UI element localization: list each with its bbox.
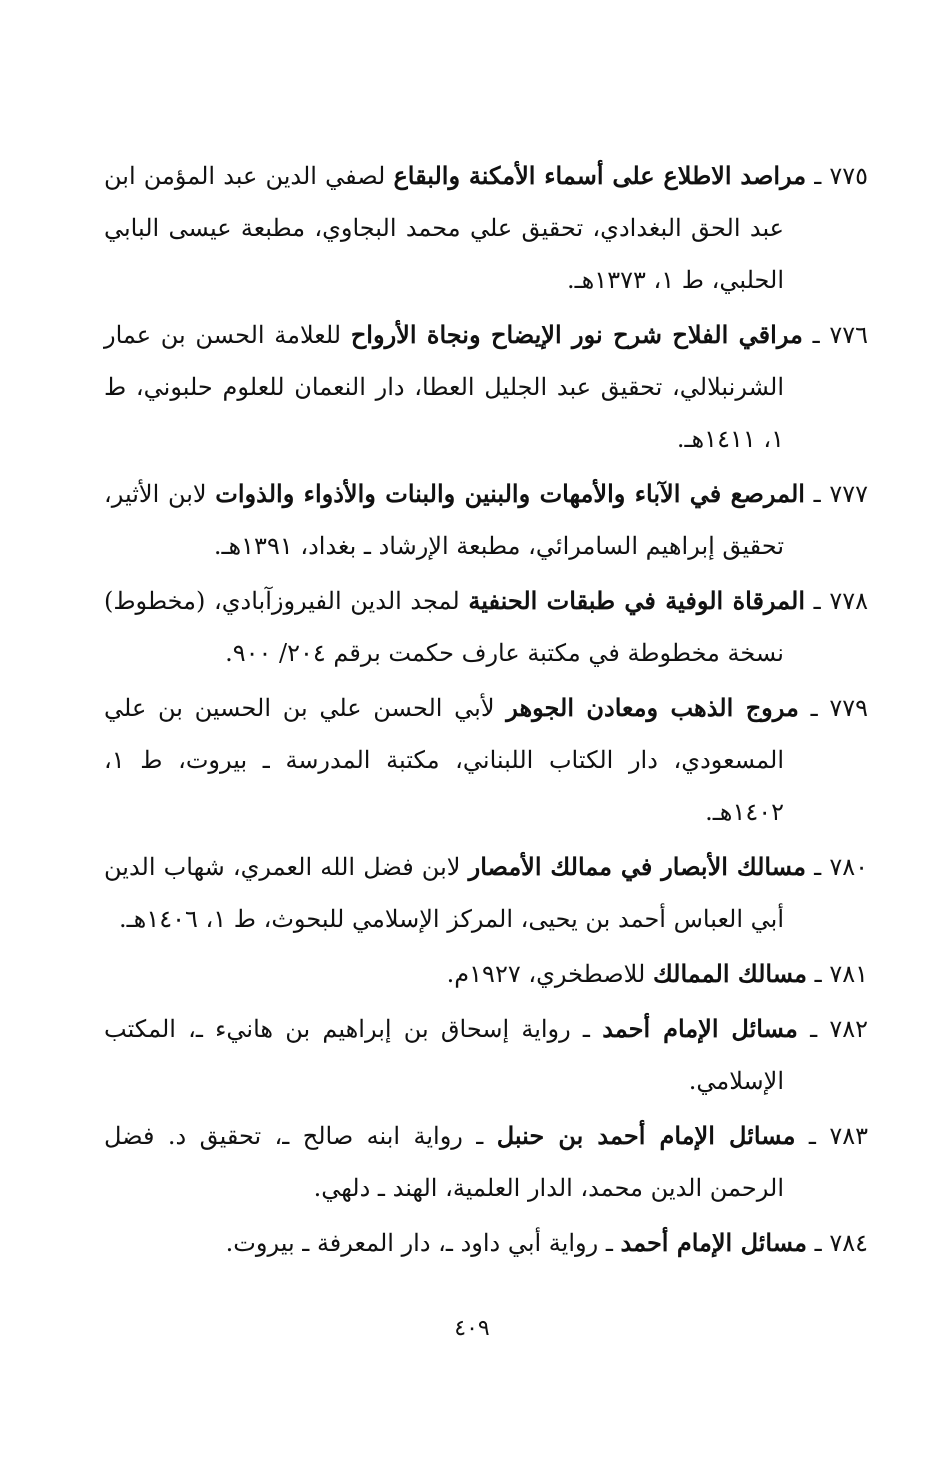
entry-number: ٧٧٦ ـ [812, 321, 868, 349]
page-number: ٤٠٩ [454, 1316, 490, 1341]
entry-details: لابن فضل الله العمري، شهاب الدين أبي العباس أحمد بن يحيى، المركز الإسلامي للبحوث، ط ١، ١٤٠٦هـ. [104, 853, 784, 933]
entry-number: ٧٨٤ ـ [814, 1229, 868, 1257]
bibliography-entry-780 [104, 841, 868, 945]
entry-details: لصفي الدين عبد المؤمن ابن عبد الحق البغدادي، تحقيق علي محمد البجاوي، مطبعة عيسى البابي الحلبي، ط ١، ١٣٧٣هـ. [104, 162, 784, 294]
entry-number: ٧٨١ ـ [814, 960, 868, 988]
entry-number: ٧٧٥ ـ [814, 162, 869, 190]
entry-title: المرقاة الوفية في طبقات الحنفية [468, 586, 806, 615]
bibliography-entry-778 [104, 575, 868, 679]
bibliography-entry-782 [104, 1003, 868, 1107]
entry-title: مسائل الإمام أحمد [602, 1014, 798, 1043]
bibliography-entry-776 [104, 309, 868, 465]
bibliography-entry-781 [104, 948, 868, 1000]
entry-details: للعلامة الحسن بن عمار الشرنبلالي، تحقيق عبد الجليل العطا، دار النعمان للعلوم حلبوني، ط ١، ١٤١١هـ. [104, 321, 784, 453]
entry-number: ٧٧٩ ـ [810, 694, 868, 722]
entry-number: ٧٧٧ ـ [813, 480, 869, 508]
bibliography-entry-784 [104, 1217, 868, 1269]
entry-title: مسالك الممالك [652, 959, 808, 988]
entry-title: مسائل الإمام أحمد بن حنبل [496, 1121, 796, 1150]
entry-title: مراصد الاطلاع على أسماء الأمكنة والبقاع [393, 161, 807, 190]
entry-title: المرصع في الآباء والأمهات والبنين والبنات والأذواء والذوات [215, 479, 805, 508]
entry-number: ٧٧٨ ـ [813, 587, 869, 615]
entry-details: ـ رواية أبي داود ـ، دار المعرفة ـ بيروت. [225, 1229, 613, 1257]
bibliography-entry-783 [104, 1110, 868, 1214]
bibliography-entry-777 [104, 468, 868, 572]
entry-number: ٧٨٠ ـ [814, 853, 868, 881]
bibliography-entry-779 [104, 682, 868, 838]
entry-details: لأبي الحسن علي بن الحسين بن علي المسعودي، دار الكتاب اللبناني، مكتبة المدرسة ـ بيروت، ط ١، ١٤٠٢هـ. [104, 694, 784, 826]
entry-details: ـ رواية إسحاق بن إبراهيم بن هانيء ـ، المكتب الإسلامي. [104, 1015, 784, 1095]
entry-title: مسائل الإمام أحمد [620, 1228, 808, 1257]
entry-number: ٧٨٢ ـ [810, 1015, 868, 1043]
bibliography-entry-775 [104, 150, 868, 306]
entry-details: لابن الأثير، تحقيق إبراهيم السامرائي، مطبعة الإرشاد ـ بغداد، ١٣٩١هـ. [104, 480, 784, 560]
entry-title: مراقي الفلاح شرح نور الإيضاح ونجاة الأرواح [350, 320, 803, 349]
entry-details: للاصطخري، ١٩٢٧م. [446, 960, 646, 988]
entry-details: لمجد الدين الفيروزآبادي، (مخطوط) نسخة مخطوطة في مكتبة عارف حكمت برقم ٢٠٤/ ٩٠٠. [104, 587, 784, 667]
entry-title: مروج الذهب ومعادن الجوهر [506, 693, 799, 722]
bibliography-list [104, 150, 868, 1272]
entry-details: ـ رواية ابنه صالح ـ، تحقيق د. فضل الرحمن الدين محمد، الدار العلمية، الهند ـ دلهي. [104, 1122, 784, 1202]
entry-number: ٧٨٣ ـ [808, 1122, 868, 1150]
entry-title: مسالك الأبصار في ممالك الأمصار [468, 852, 806, 881]
